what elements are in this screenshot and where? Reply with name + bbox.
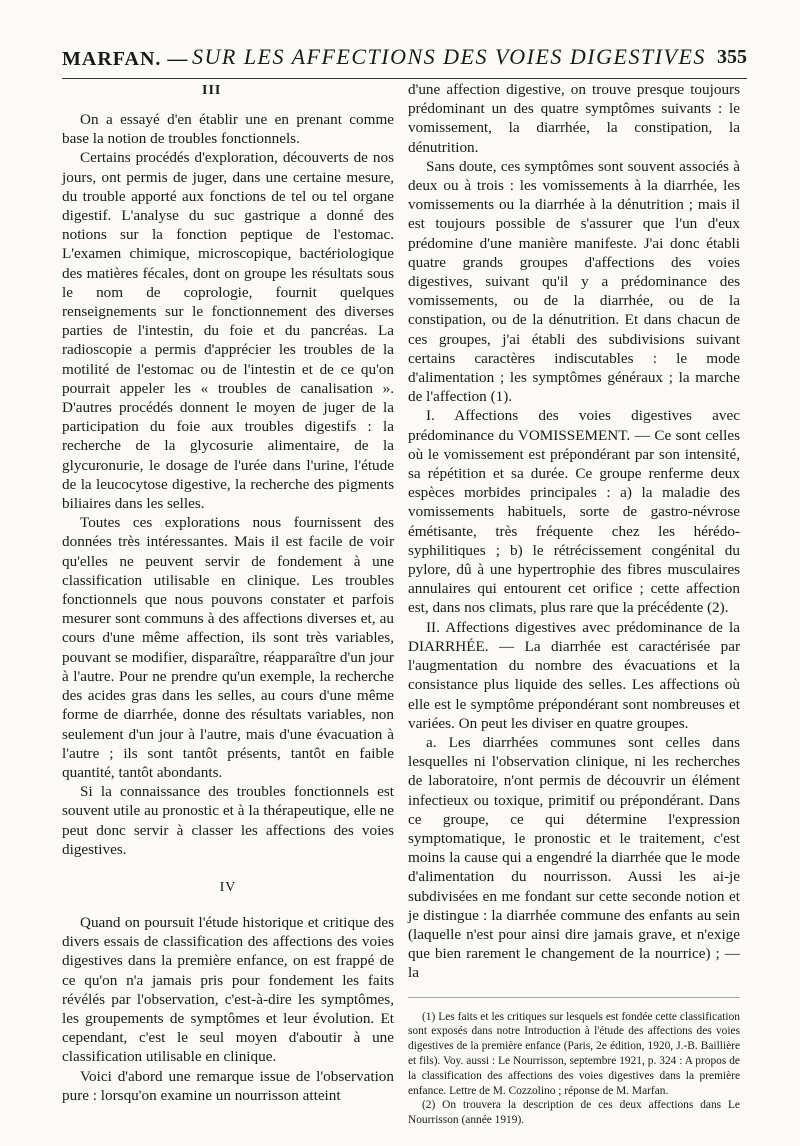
- left-column: [62, 80, 394, 1105]
- paragraph: Voici d'abord une remarque issue de l'observation pure : lorsqu'on examine un nourrisson atteint: [62, 1067, 394, 1104]
- section-heading-iii: III: [202, 83, 222, 98]
- paragraph: Toutes ces explorations nous fournissent des données très intéressantes. Mais il est facile de voir qu'elles ne peuvent servir de fondement à une classification utilisable en clinique. Les troubles fonctionnels que nous pouvons constater et parfois mesurer sont communs à des affections diverses et, au cours d'une même affection, ils sont très variables, pouvant se modifier, disparaître, réapparaître d'un jour à l'autre. Pour ne prendre qu'un exemple, la recherche des acides gras dans les selles, au cours d'une même forme de diarrhée, donne des résultats variables, non seulement d'un jour à l'autre, mais d'une évacuation à l'autre ; ils sont tantôt présents, tantôt en faible quantité, tantôt abondants.: [62, 514, 394, 781]
- paragraph: Quand on poursuit l'étude historique et critique des divers essais de classification des affections des voies digestives dans la première enfance, on est frappé de ce qu'on n'a jamais pris pour fondement les faits révélés par l'observation, c'est-à-dire les symptômes, les groupements de symptômes et leur évolution. Et cependant, c'est le seul moyen d'aboutir à une classification utilisable en clinique.: [62, 913, 394, 1066]
- section-heading-iv: IV: [219, 879, 237, 895]
- paragraph: I. Affections des voies digestives avec prédominance du VOMISSEMENT. — Ce sont celles où le vomissement est prépondérant par son intensité, sa répétition et sa durée. Ce groupe renferme deux espèces morbides principales : a) la maladie des vomissements habituels, sorte de gastro-névrose émétisante, très fréquente chez les hérédo-syphilitiques ; b) le rétrécissement congénital du pylore, dû à une hypertrophie des fibres musculaires annulaires qui entourent cet orifice ; cette affection est, dans nos climats, plus rare que la précédente (2).: [408, 407, 740, 617]
- header-author: MARFAN. —: [62, 48, 189, 70]
- page-number: 355: [717, 46, 747, 68]
- running-header: [62, 38, 747, 79]
- paragraph: II. Affections digestives avec prédominance de la DIARRHÉE. — La diarrhée est caractérisée par l'augmentation du nombre des évacuations et la consistance plus liquide des selles. Les affections où elle est le symptôme prépondérant sont nombreuses et variées. On peut les diviser en quatre groupes.: [408, 618, 740, 732]
- footnote: (1) Les faits et les critiques sur lesquels est fondée cette classification sont exposés dans notre Introduction à l'étude des affections des voies digestives de la première enfance (Paris, 2e édition, 1920, J.-B. Baillière et fils). Voy. aussi : Le Nourrisson, septembre 1921, p. 324 : A propos de la classification des affections des voies digestives dans la première enfance. Lettre de M. Cozzolino ; réponse de M. Marfan.: [408, 1010, 740, 1097]
- paragraph: Si la connaissance des troubles fonctionnels est souvent utile au pronostic et à la thérapeutique, elle ne peut donc servir à classer les affections des voies digestives.: [62, 783, 394, 858]
- paragraph: d'une affection digestive, on trouve presque toujours prédominant un des quatre symptômes suivants : le vomissement, la diarrhée, la constipation, la dénutrition.: [408, 81, 740, 156]
- paragraph: Sans doute, ces symptômes sont souvent associés à deux ou à trois : les vomissements à la diarrhée, les vomissements ou la diarrhée à la dénutrition ; mais il est toujours possible de s'assurer que l'un d'eux prédomine d'une manière manifeste. J'ai donc établi quatre grands groupes d'affections des voies digestives, suivant qu'il y a prédominance des vomissements, ou de la diarrhée, ou de la constipation, ou de la dénutrition. Et dans chacun de ces groupes, j'ai établi des subdivisions suivant certains caractères indiscutables : le mode d'alimentation ; les symptômes généraux ; la marche de l'affection (1).: [408, 157, 740, 406]
- right-column: [408, 80, 740, 1128]
- paragraph: On a essayé d'en établir une en prenant comme base la notion de troubles fonctionnels.: [62, 111, 394, 148]
- paragraph: a. Les diarrhées communes sont celles dans lesquelles ni l'observation clinique, ni les recherches de laboratoire, n'ont permis de découvrir un élément infectieux ou toxique, primitif ou prépondérant. Dans ce groupe, ce qui détermine l'expression symptomatique, le pronostic et le traitement, c'est moins la cause qui a engendré la diarrhée que le mode d'alimentation du nourrisson. Aussi les ai-je subdivisées en me fondant sur cette seconde notion et je distingue : la diarrhée commune des enfants au sein (laquelle n'est pour ainsi dire jamais grave, et n'exige que bien rarement le changement de la nourrice) ; — la: [408, 733, 740, 982]
- paragraph: Certains procédés d'exploration, découverts de nos jours, ont permis de juger, dans une certaine mesure, du trouble apporté aux fonctions de tel ou tel organe digestif. L'analyse du suc gastrique a donné des notions sur la fonction peptique de l'estomac. L'examen chimique, microscopique, bactériologique des matières fécales, dont on groupe les résultats sous le nom de coprologie, fournit quelques renseignements sur le fonctionnement des diverses parties de l'intestin, du foie et du pancréas. La radioscopie a permis d'apprécier les troubles de la motilité de l'estomac ou de l'intestin et de ce qu'on pourrait appeler les « troubles de canalisation ». D'autres procédés donnent le moyen de juger de la participation du foie aux troubles digestifs : la recherche de la glycosurie alimentaire, de la glycuronurie, le dosage de l'urée dans l'urine, l'étude de la leucocytose digestive, la recherche des pigments biliaires dans les selles.: [62, 149, 394, 513]
- header-title: SUR LES AFFECTIONS DES VOIES DIGESTIVES: [192, 44, 706, 69]
- footnotes: [408, 997, 740, 1128]
- footnote: (2) On trouvera la description de ces deux affections dans Le Nourrisson (année 1919).: [408, 1099, 740, 1127]
